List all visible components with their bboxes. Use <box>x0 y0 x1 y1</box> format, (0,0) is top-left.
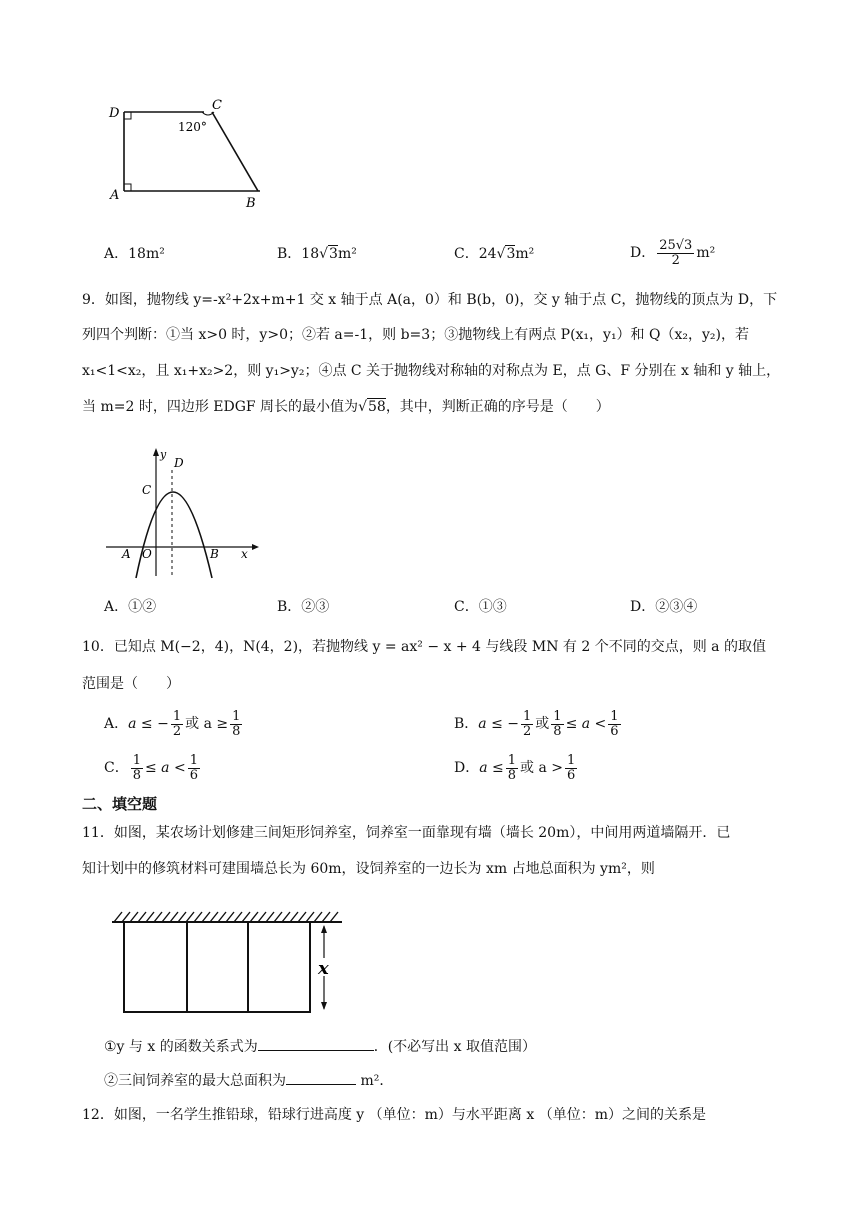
q8-option-c: C．24√3m² <box>454 246 535 262</box>
fraction-den: 8 <box>232 723 241 739</box>
option-unit: m² <box>515 246 535 262</box>
fraction-num: 1 <box>523 708 532 724</box>
wall-hatching <box>114 912 338 922</box>
option-text: ①② <box>128 599 157 615</box>
option-letter: A． <box>104 246 129 262</box>
label-A: A <box>110 188 120 203</box>
q10-line1: 10．已知点 M(−2，4)，N(4，2)，若抛物线 y = ax² − x + 4 与线段 MN 有 2 个不同的交点，则 a 的取值 <box>82 639 766 655</box>
sub2-post: m²． <box>356 1073 394 1089</box>
option-text: 18m² <box>128 246 165 262</box>
q11-line1: 11．如图，某农场计划修建三间矩形饲养室，饲养室一面靠现有墙（墙长 20m），中间用两道墙隔开．已 <box>82 825 731 841</box>
option-letter: D． <box>454 760 480 776</box>
q9-radicand: 58 <box>367 399 386 415</box>
q12-line1: 12．如图，一名学生推铅球，铅球行进高度 y （单位：m）与水平距离 x （单位：m）之间的关系是 <box>82 1107 706 1123</box>
fraction-den: 6 <box>610 723 619 739</box>
option-coef: 24 <box>478 246 497 262</box>
option-unit: m² <box>337 246 357 262</box>
label-C: C <box>142 483 152 497</box>
fraction-num: 1 <box>132 752 141 768</box>
fraction-den: 8 <box>553 723 562 739</box>
fraction-num: 1 <box>172 708 182 724</box>
fraction-num: 1 <box>232 708 241 724</box>
fraction-den: 2 <box>523 723 532 739</box>
option-part: a ≤ − <box>128 716 169 732</box>
sub2-pre: ②三间饲养室的最大总面积为 <box>104 1073 286 1089</box>
label-B: B <box>210 547 219 561</box>
option-fraction <box>188 754 200 783</box>
answer-blank[interactable] <box>286 1070 356 1085</box>
option-text: ②③④ <box>655 599 698 615</box>
q11-line2: 知计划中的修筑材料可建围墙总长为 60m，设饲养室的一边长为 xm 占地总面积为 ym²，则 <box>82 861 655 877</box>
option-part: ≤ a < <box>145 760 186 776</box>
option-part: 或 a ≥ <box>185 716 229 732</box>
option-part: ≤ a < <box>565 716 607 732</box>
q11-sub2 <box>104 1070 393 1091</box>
label-D: D <box>109 106 120 121</box>
fraction-den: 8 <box>132 767 141 783</box>
option-coef: 18 <box>301 246 320 262</box>
sub1-post: ．(不必写出 x 取值范围） <box>373 1039 536 1055</box>
option-letter: C． <box>454 246 479 262</box>
fraction-num: 1 <box>189 752 198 768</box>
fraction-num: 1 <box>507 752 517 768</box>
trapezoid-figure <box>100 95 300 215</box>
q9-line4-pre: 当 m=2 时，四边形 EDGF 周长的最小值为 <box>82 399 359 415</box>
option-fraction <box>521 710 533 739</box>
option-letter: A． <box>104 716 129 732</box>
q9-line4: 当 m=2 时，四边形 EDGF 周长的最小值为√58，其中，判断正确的序号是（ ） <box>82 399 610 415</box>
label-B: B <box>246 196 256 211</box>
q8-option-b: B．18√3m² <box>277 246 357 262</box>
parabola-figure <box>102 446 262 580</box>
option-letter: B． <box>277 246 302 262</box>
label-D: D <box>174 456 184 470</box>
option-letter: D． <box>630 599 656 615</box>
enclosure-figure <box>108 908 348 1022</box>
option-letter: A． <box>104 599 129 615</box>
option-fraction <box>608 710 620 739</box>
option-text: ②③ <box>301 599 330 615</box>
q11-sub1 <box>104 1036 536 1057</box>
option-letter: D． <box>630 245 656 261</box>
option-letter: B． <box>454 716 479 732</box>
fraction-num: 25√3 <box>659 237 693 253</box>
fraction-den: 2 <box>671 252 680 268</box>
q9-line2: 列四个判断：①当 x>0 时，y>0；②若 a=-1，则 b=3；③抛物线上有两点 P(x₁，y₁）和 Q（x₂，y₂)，若 <box>82 327 749 343</box>
q10-option-c <box>104 748 202 788</box>
fraction-num: 1 <box>567 752 576 768</box>
q9-line1: 9．如图，抛物线 y=-x²+2x+m+1 交 x 轴于点 A(a，0）和 B(b，0)，交 y 轴于点 C，抛物线的顶点为 D，下 <box>82 292 778 308</box>
fraction-den: 6 <box>189 767 198 783</box>
option-part: a ≤ <box>479 760 504 776</box>
parabola-svg <box>102 446 262 580</box>
label-y: y <box>160 448 167 461</box>
fraction-num: 1 <box>610 708 619 724</box>
fraction-den: 8 <box>507 767 517 783</box>
q9-option-c <box>454 597 507 617</box>
option-part: 或 a > <box>520 760 564 776</box>
sub1-pre: ①y 与 x 的函数关系式为 <box>104 1039 258 1055</box>
trapezoid-svg <box>100 95 300 215</box>
option-letter: C． <box>104 760 129 776</box>
option-fraction <box>230 710 242 739</box>
q10-line2: 范围是（ ） <box>82 676 180 692</box>
option-radicand: 3 <box>506 246 516 262</box>
option-letter: B． <box>277 599 302 615</box>
label-C: C <box>212 98 222 113</box>
label-O: O <box>142 547 152 561</box>
q9-option-d <box>630 597 697 617</box>
q10-option-d <box>454 748 579 788</box>
label-x: x <box>241 547 248 561</box>
option-text: ①③ <box>478 599 507 615</box>
q9-option-a <box>104 597 156 617</box>
label-x: x <box>318 958 329 979</box>
option-fraction <box>171 710 183 739</box>
option-fraction <box>131 754 143 783</box>
label-angle: 120° <box>178 120 207 134</box>
enclosure-svg <box>108 908 348 1022</box>
option-fraction <box>551 710 563 739</box>
q9-line3: x₁<1<x₂，且 x₁+x₂>2，则 y₁>y₂；④点 C 关于抛物线对称轴的对称点为 E，点 G、F 分别在 x 轴和 y 轴上， <box>82 363 781 379</box>
fraction-num: 1 <box>553 708 562 724</box>
option-fraction <box>565 754 577 783</box>
option-fraction <box>506 754 518 783</box>
option-radicand: 3 <box>329 246 338 262</box>
option-part: a ≤ − <box>478 716 520 732</box>
q10-option-b <box>454 704 623 744</box>
answer-blank[interactable] <box>258 1036 374 1051</box>
fraction-den: 2 <box>172 723 182 739</box>
option-unit: m² <box>696 245 716 261</box>
q8-option-a <box>104 244 165 264</box>
option-letter: C． <box>454 599 479 615</box>
q9-option-b <box>277 597 329 617</box>
option-fraction <box>657 239 694 268</box>
q8-option-d <box>630 232 715 274</box>
q9-line4-post: ，其中，判断正确的序号是（ ） <box>385 399 610 415</box>
fraction-den: 6 <box>567 767 576 783</box>
q10-option-a <box>104 704 244 744</box>
section-title: 二、填空题 <box>82 795 158 813</box>
label-A: A <box>122 547 131 561</box>
option-part: 或 <box>535 716 550 732</box>
